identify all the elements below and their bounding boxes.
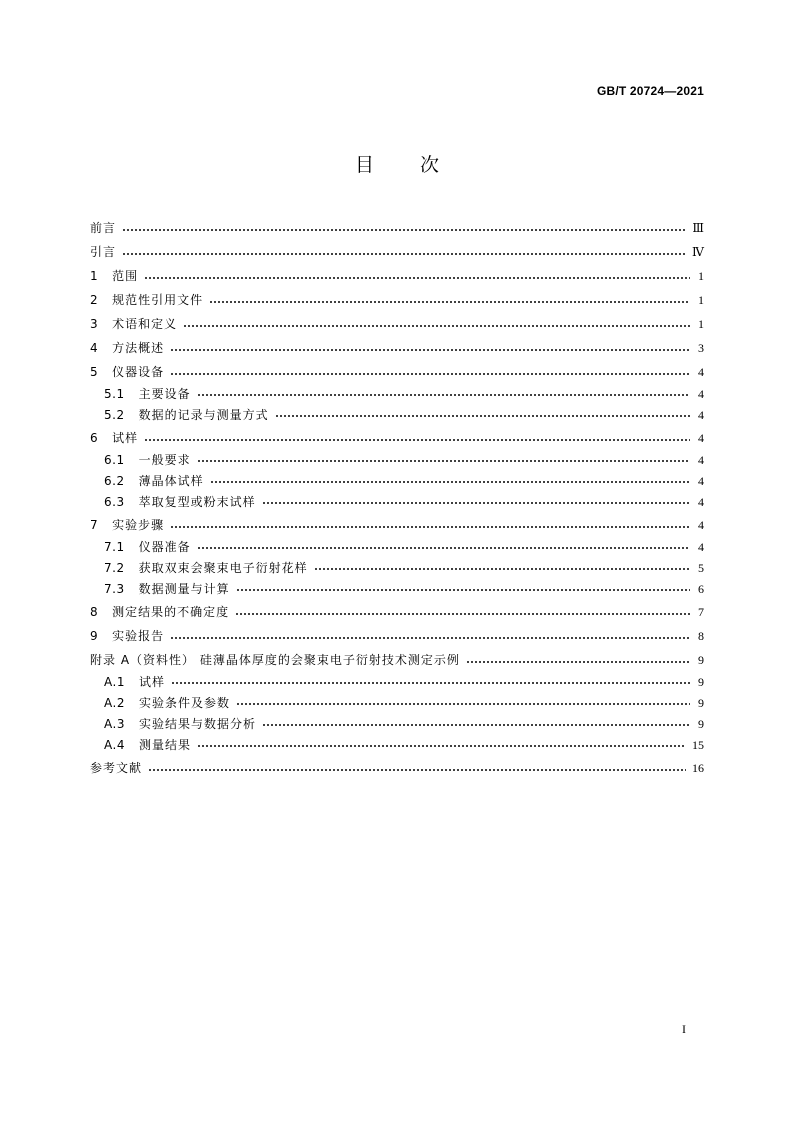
toc-entry-number: 6.3: [104, 495, 125, 509]
toc-entry-page: 15: [692, 738, 704, 752]
toc-entry-number: 7.1: [104, 540, 125, 554]
toc-leader-dots: [197, 458, 690, 464]
toc-entry-page: 4: [698, 474, 704, 488]
title-char-2: 次: [420, 154, 440, 176]
toc-entry[interactable]: [90, 264, 704, 288]
toc-entry-label: 附录 A（资料性） 硅薄晶体厚度的会聚束电子衍射技术测定示例: [90, 653, 460, 667]
toc-entry[interactable]: [90, 756, 704, 780]
toc-entry-page: 8: [698, 629, 704, 643]
toc-entry-number: 6.1: [104, 453, 125, 467]
toc-entry-number: 5: [90, 365, 99, 379]
toc-entry-label: 术语和定义: [112, 317, 178, 331]
toc-entry-page: 4: [698, 431, 704, 445]
toc-entry-label: 试样: [112, 431, 139, 445]
toc-entry-number: 5.1: [104, 387, 125, 401]
toc-entry-page: 1: [698, 317, 704, 331]
toc-entry-number: 2: [90, 293, 99, 307]
toc-leader-dots: [197, 743, 686, 749]
toc-leader-dots: [262, 722, 690, 728]
standard-code: GB/T 20724—2021: [596, 84, 704, 98]
toc-entry-page: 5: [698, 561, 704, 575]
toc-entry-page: 4: [698, 518, 704, 532]
toc-entry[interactable]: [90, 693, 704, 714]
toc-entry[interactable]: [90, 384, 704, 405]
toc-leader-dots: [466, 659, 690, 665]
toc-entry-page: 9: [698, 696, 704, 710]
toc-entry[interactable]: [90, 672, 704, 693]
toc-entry-number: 6: [90, 431, 99, 445]
toc-entry[interactable]: [90, 513, 704, 537]
toc-entry-number: 3: [90, 317, 99, 331]
toc-leader-dots: [197, 392, 690, 398]
toc-entry[interactable]: [90, 537, 704, 558]
toc-entry-number: 7: [90, 518, 99, 532]
toc-entry-number: 5.2: [104, 408, 125, 422]
toc-entry-page: 4: [698, 495, 704, 509]
toc-entry-page: 6: [698, 582, 704, 596]
toc-leader-dots: [148, 767, 686, 773]
toc-leader-dots: [144, 275, 690, 281]
toc-entry-label: 实验条件及参数: [138, 696, 230, 710]
toc-entry-label: 测定结果的不确定度: [112, 605, 230, 619]
toc-entry-number: A.4: [104, 738, 125, 752]
toc-entry[interactable]: [90, 471, 704, 492]
toc-entry-label: 数据测量与计算: [138, 582, 230, 596]
toc-entry-page: Ⅳ: [692, 245, 704, 259]
toc-entry-number: 8: [90, 605, 99, 619]
toc-entry-page: 1: [698, 293, 704, 307]
toc-entry[interactable]: [90, 405, 704, 426]
toc-entry[interactable]: [90, 558, 704, 579]
toc-entry[interactable]: [90, 216, 704, 240]
toc-leader-dots: [122, 251, 686, 257]
toc-entry-label: 数据的记录与测量方式: [138, 408, 269, 422]
toc-leader-dots: [171, 680, 690, 686]
toc-entry-number: A.3: [104, 717, 125, 731]
toc-entry[interactable]: [90, 240, 704, 264]
toc-leader-dots: [170, 371, 690, 377]
toc-entry-number: 7.2: [104, 561, 125, 575]
toc-entry-page: Ⅲ: [692, 221, 704, 235]
toc-leader-dots: [170, 347, 690, 353]
toc-leader-dots: [262, 500, 690, 506]
toc-entry[interactable]: [90, 600, 704, 624]
toc-entry-label: 获取双束会聚束电子衍射花样: [138, 561, 308, 575]
toc-entry-label: 薄晶体试样: [138, 474, 204, 488]
toc-entry-label: 引言: [90, 245, 117, 259]
toc-entry-label: 规范性引用文件: [112, 293, 204, 307]
toc-entry-page: 7: [698, 605, 704, 619]
toc-entry-label: 仪器设备: [112, 365, 165, 379]
toc-entry[interactable]: [90, 648, 704, 672]
toc-entry-page: 4: [698, 365, 704, 379]
toc-entry-page: 3: [698, 341, 704, 355]
toc-leader-dots: [183, 323, 690, 329]
title-char-1: 目: [354, 154, 374, 176]
toc-entry-label: 实验步骤: [112, 518, 165, 532]
toc-entry-label: 前言: [90, 221, 117, 235]
toc-entry-number: 1: [90, 269, 99, 283]
toc-entry-label: 试样: [138, 675, 165, 689]
toc-entry[interactable]: [90, 450, 704, 471]
toc-entry-number: 7.3: [104, 582, 125, 596]
table-of-contents: [90, 216, 704, 780]
toc-leader-dots: [144, 437, 690, 443]
toc-entry[interactable]: [90, 714, 704, 735]
toc-leader-dots: [210, 479, 690, 485]
toc-entry-page: 4: [698, 387, 704, 401]
toc-entry[interactable]: [90, 735, 704, 756]
toc-entry[interactable]: [90, 288, 704, 312]
toc-entry-label: 仪器准备: [138, 540, 191, 554]
toc-entry-page: 4: [698, 540, 704, 554]
toc-entry-number: 6.2: [104, 474, 125, 488]
toc-leader-dots: [314, 566, 690, 572]
toc-leader-dots: [197, 545, 690, 551]
toc-entry[interactable]: [90, 579, 704, 600]
toc-entry[interactable]: [90, 624, 704, 648]
toc-entry-label: 测量结果: [138, 738, 191, 752]
toc-entry[interactable]: [90, 492, 704, 513]
toc-entry-page: 1: [698, 269, 704, 283]
page-title: [0, 150, 794, 177]
toc-leader-dots: [236, 587, 690, 593]
toc-entry[interactable]: [90, 312, 704, 336]
toc-entry[interactable]: [90, 336, 704, 360]
toc-entry-label: 实验结果与数据分析: [138, 717, 256, 731]
toc-leader-dots: [275, 413, 690, 419]
toc-leader-dots: [236, 701, 690, 707]
toc-entry-label: 一般要求: [138, 453, 191, 467]
toc-entry-page: 9: [698, 717, 704, 731]
toc-entry[interactable]: [90, 426, 704, 450]
toc-entry-number: 4: [90, 341, 99, 355]
toc-entry-page: 4: [698, 453, 704, 467]
toc-entry-page: 9: [698, 675, 704, 689]
toc-leader-dots: [170, 524, 690, 530]
toc-entry-page: 9: [698, 653, 704, 667]
toc-entry-label: 范围: [112, 269, 139, 283]
toc-entry-label: 主要设备: [138, 387, 191, 401]
toc-entry-label: 方法概述: [112, 341, 165, 355]
toc-entry-label: 萃取复型或粉末试样: [138, 495, 256, 509]
toc-entry-page: 16: [692, 761, 704, 775]
toc-entry-label: 实验报告: [112, 629, 165, 643]
toc-entry-number: 9: [90, 629, 99, 643]
toc-entry-number: A.1: [104, 675, 125, 689]
toc-leader-dots: [209, 299, 690, 305]
toc-leader-dots: [235, 611, 690, 617]
toc-entry-number: A.2: [104, 696, 125, 710]
toc-entry-label: 参考文献: [90, 761, 143, 775]
toc-entry[interactable]: [90, 360, 704, 384]
footer-page-number: I: [682, 1022, 686, 1036]
toc-leader-dots: [170, 635, 690, 641]
toc-entry-page: 4: [698, 408, 704, 422]
toc-leader-dots: [122, 227, 686, 233]
